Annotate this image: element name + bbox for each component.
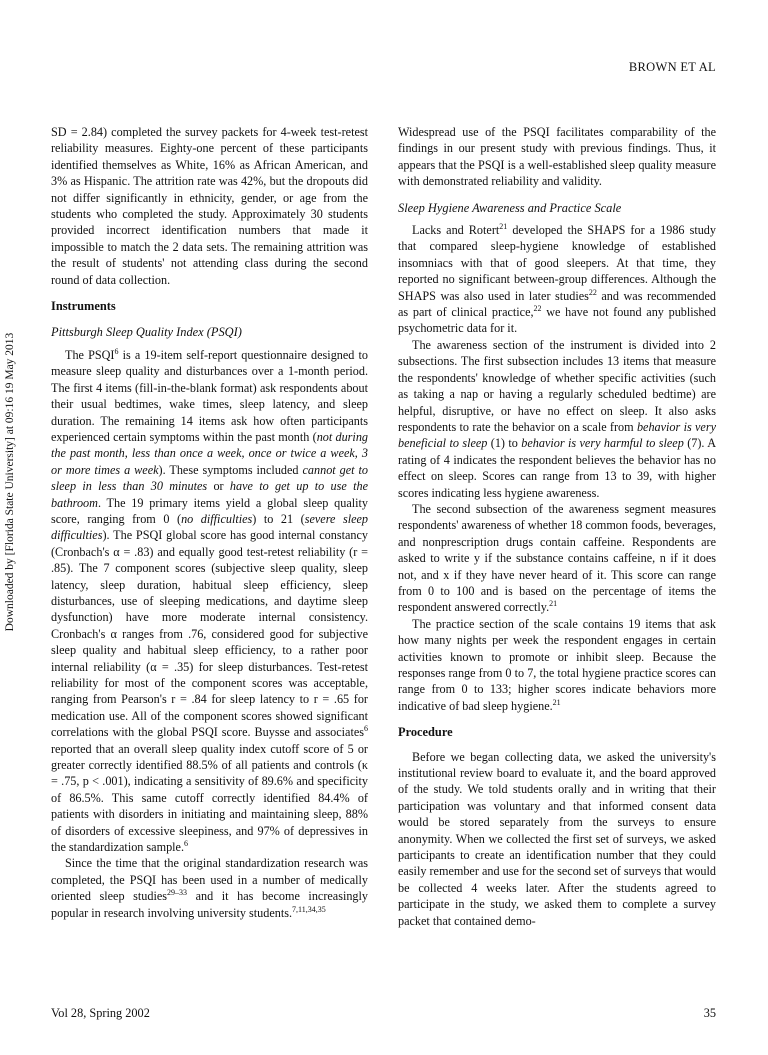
citation: 21 bbox=[499, 221, 508, 231]
paragraph: Before we began collecting data, we asked the university's institutional review board to evaluate it, and the board approved of the study. We told students orally and in writing that their participation was voluntary and that informed consent data would be stored separately from the surveys to ensure anonymity. When we collected the first set of surveys, we asked participants to create an identification number that they could easily remember and use for the second set of surveys that would be collected 4 weeks later. After the students agreed to participate in the study, we asked them to complete a survey packet that contained demo- bbox=[398, 749, 716, 928]
paragraph: The second subsection of the awareness segment measures respondents' awareness of whether 18 common foods, beverages, and nonprescription drugs contain caffeine. Respondents are asked to write y if the substance contains caffeine, n if it does not, and x if they have never heard of it. This score can range from 0 to 100 and is based on the percentage of items the respondent answered correctly.$^{21}$ bbox=[398, 501, 716, 615]
left-column bbox=[51, 124, 368, 921]
footer-journal: Vol 28, Spring 2002 bbox=[51, 1006, 150, 1020]
citation: 22 bbox=[533, 304, 542, 313]
section-heading-procedure: Procedure bbox=[398, 725, 453, 740]
citation: 6 bbox=[114, 346, 119, 356]
paragraph: Widespread use of the PSQI facilitates comparability of the findings in our present study with previous findings. Thus, it appears that the PSQI is a well-established sleep quality measure with demonstrated reliability and validity. bbox=[398, 125, 716, 189]
citation: 29–33 bbox=[167, 888, 187, 898]
citation: 6 bbox=[184, 839, 189, 848]
paragraph: The PSQI$^6$ is a 19-item self-report questionnaire designed to measure sleep quality and disturbances over a 1-month period. The first 4 items (fill-in-the-blank format) ask respondents about their usual bedtimes, wake times, sleep latency, and sleep duration. The remaining 14 items ask how often participants experienced certain symptoms within the past month (not during the past month, less than once a week, once or twice a week, 3 or more times a week). These symptoms included cannot get to sleep in less than 30 minutes or have to get up to use the bathroom. The 19 primary items yield a global sleep quality score, ranging from 0 (no difficulties) to 21 (severe sleep difficulties). The PSQI global score has good internal constancy (Cronbach's α = .83) and equally good test-retest reliability (r = .85). The 7 component scores (subjective sleep quality, sleep latency, sleep duration, habitual sleep efficiency, sleep disturbances, use of sleeping medications, and daytime sleep dysfunction) have more moderate internal consistency. Cronbach's α ranges from .76, considered good for subjective sleep quality and habitual sleep efficiency, to a rather poor internal reliability (α = .35) for sleep disturbances. Test-retest reliability for most of the component scores was acceptable, ranging from Pearson's r = .84 for sleep latency to r = .65 for medication use. All of the component scores showed significant correlations with the global PSQI score. Buysse and associates$^6$ reported that an overall sleep quality index cutoff score of 5 or greater correctly identified 88.5% of all patients and controls (κ = .75, p < .001), indicating a sensitivity of 89.6% and specificity of 86.5%. This same cutoff correctly identified 84.4% of patients with disorders in initiating and maintaining sleep, 88% of disorders of excessive sleepiness, and 97% of depressives in the standardization sample.$^6$ bbox=[51, 346, 369, 855]
page-number: 35 bbox=[703, 1006, 716, 1020]
paragraph: The practice section of the scale contains 19 items that ask how many nights per week the respondent engages in certain activities known to promote or inhibit sleep. Because the responses range from 0 to 7, the total hygiene practice scores can range from 0 to 133; higher scores indicate behaviors more indicative of bad sleep hygiene.$^{21}$ bbox=[398, 616, 716, 713]
subsection-heading-psqi: Pittsburgh Sleep Quality Index (PSQI) bbox=[51, 325, 242, 340]
download-watermark: Downloaded by [Florida State University] at 09:16 19 May 2013 bbox=[4, 332, 16, 632]
paragraph: SD = 2.84) completed the survey packets for 4-week test-retest reliability measures. Eighty-one percent of these participants identified themselves as White, 16% as African American, and 3% as Hispanic. The attrition rate was 42%, but the dropouts did not differ significantly in ethnicity, gender, or age from the students who completed the study. Approximately 30 students provided incorrect identification numbers that made it impossible to match the 2 data sets. The remaining attrition was the result of students' not attending class during the second round of data collection. bbox=[51, 125, 368, 287]
citation: 7,11,34,35 bbox=[292, 904, 326, 914]
citation: 21 bbox=[549, 599, 558, 609]
citation: 6 bbox=[364, 724, 368, 734]
section-heading-instruments: Instruments bbox=[51, 299, 116, 314]
citation: 22 bbox=[588, 287, 597, 297]
citation: 21 bbox=[552, 697, 561, 707]
paragraph: Lacks and Rotert$^{21}$ developed the SHAPS for a 1986 study that compared sleep-hygiene knowledge of established insomniacs with that of good sleepers. At that time, they reported no significant between-group differences. Although the SHAPS was also used in later studies$^{22}$ and was recommended as part of clinical practice,$^{22}$ we have not found any published psychometric data for it. bbox=[398, 221, 716, 336]
paragraph: Since the time that the original standardization research was completed, the PSQI has been used in a number of medically oriented sleep studies$^{29-33}$ and it has become increasingly popular in research involving university students.$^{7,11,34,35}$ bbox=[51, 856, 368, 920]
right-column bbox=[398, 124, 716, 929]
subsection-heading-shaps: Sleep Hygiene Awareness and Practice Scale bbox=[398, 200, 622, 215]
running-head: BROWN ET AL bbox=[628, 60, 716, 74]
paragraph: The awareness section of the instrument is divided into 2 subsections. The first subsection includes 13 items that measure the respondents' knowledge of whether specific activities (such as taking a nap or having a regularly scheduled bedtime) are helpful, disruptive, or have no effect on sleep. It also asks respondents to rate the behavior on a scale from behavior is very beneficial to sleep (1) to behavior is very harmful to sleep (7). A rating of 4 indicates the respondent believes the behavior has no effect on sleep. Scores can range from 13 to 39, with higher scores indicating less hygiene awareness. bbox=[398, 337, 716, 500]
